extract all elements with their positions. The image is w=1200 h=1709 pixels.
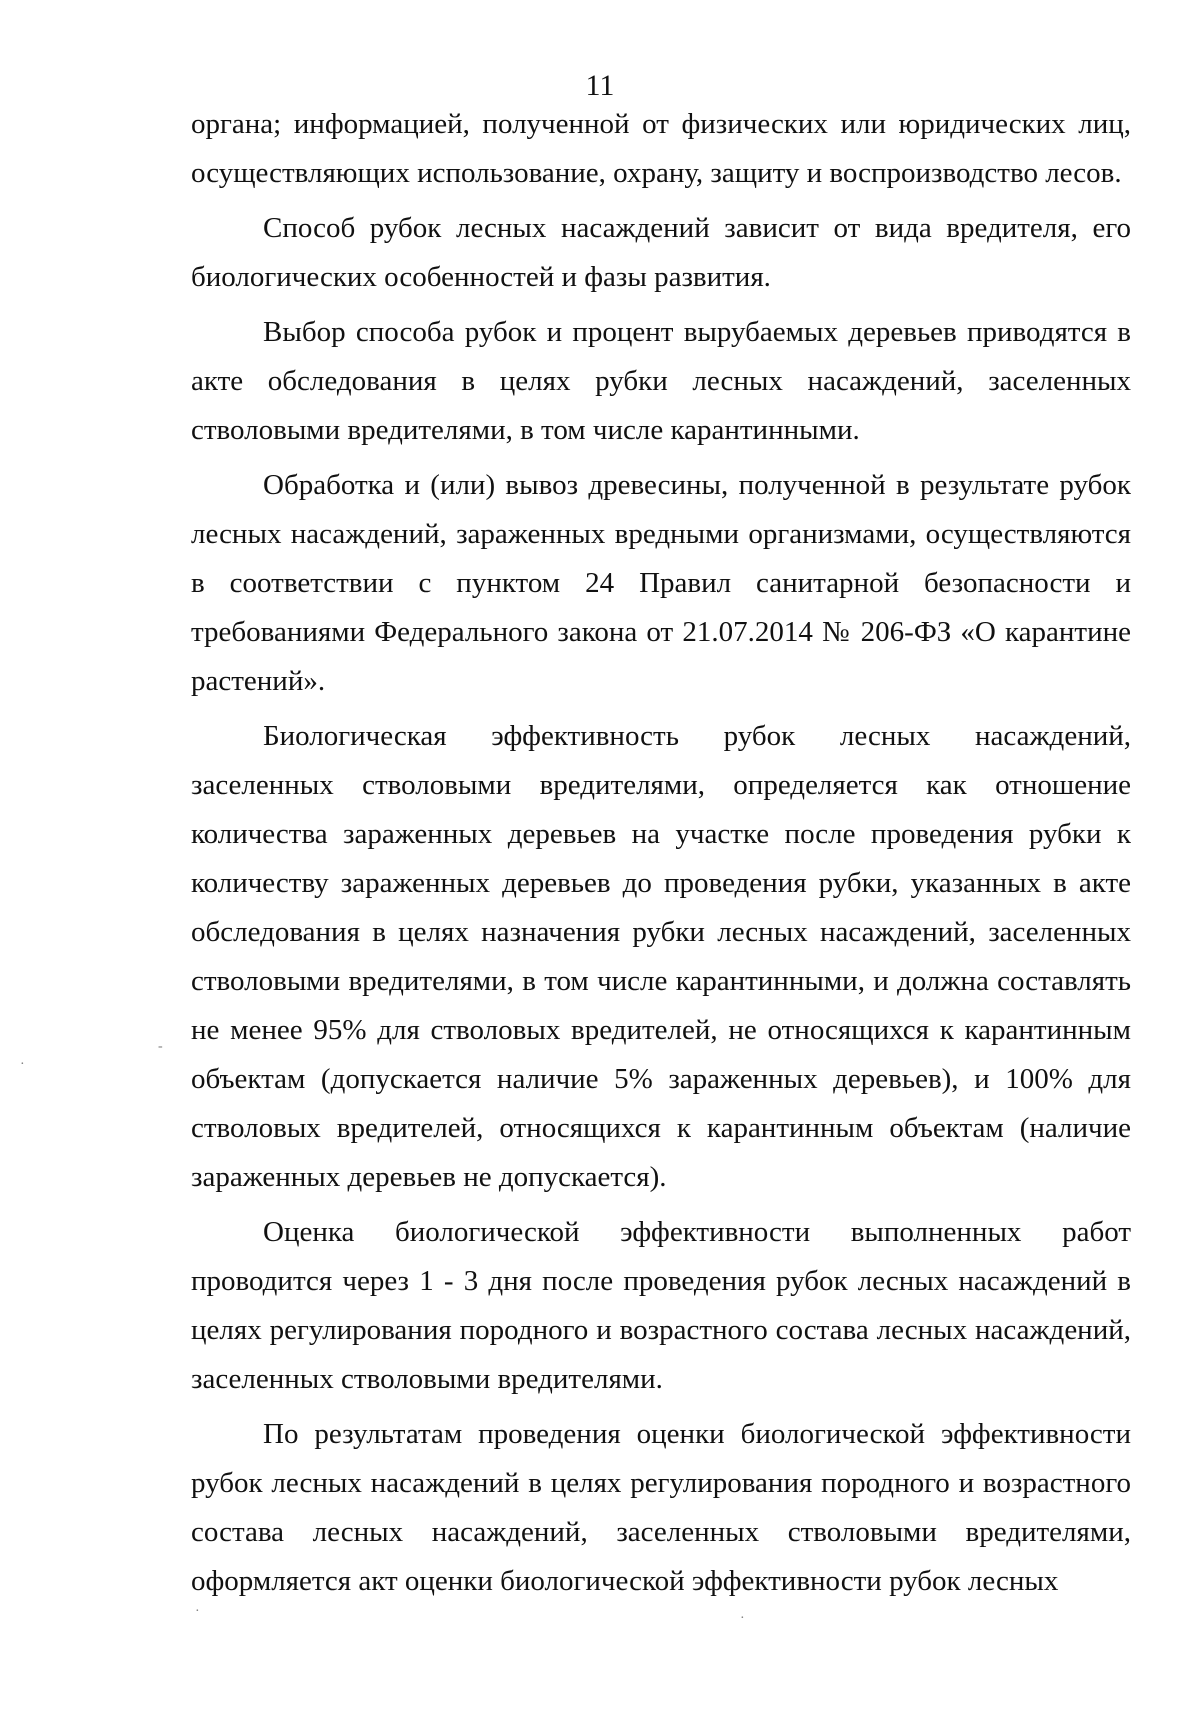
paragraph-biological-efficiency: Биологическая эффективность рубок лесных насаждений, заселенных стволовыми вредителями, определяется как отношение количества зараженных деревьев на участке после проведения рубки к количеству зараженных деревьев до проведения рубки, указанных в акте обследования в целях назначения рубки лесных насаждений, заселенных стволовыми вредителями, в том числе карантинными, и должна составлять не менее 95% для стволовых вредителей, не относящихся к карантинным объектам (допускается наличие 5% зараженных деревьев), и 100% для стволовых вредителей, относящихся к карантинным объектам (наличие зараженных деревьев не допускается). <box>191 720 1131 1193</box>
scan-speck: - <box>158 1039 163 1054</box>
scan-speck: · <box>195 1604 200 1619</box>
paragraph-cutting-method: Способ рубок лесных насаждений зависит от вида вредителя, его биологических особенностей и фазы развития. <box>191 212 1131 293</box>
paragraph-assessment-results: По результатам проведения оценки биологической эффективности рубок лесных насаждений в целях регулирования породного и возрастного состава лесных насаждений, заселенных стволовыми вредителями, оформляется акт оценки биологической эффективности рубок лесных <box>191 1418 1131 1597</box>
paragraph-wood-processing: Обработка и (или) вывоз древесины, полученной в результате рубок лесных насаждений, зараженных вредными организмами, осуществляются в соответствии с пунктом 24 Правил санитарной безопасности и требованиями Федерального закона от 21.07.2014 № 206-ФЗ «О карантине растений». <box>191 469 1131 697</box>
paragraph-efficiency-assessment: Оценка биологической эффективности выполненных работ проводится через 1 - 3 дня после проведения рубок лесных насаждений в целях регулирования породного и возрастного состава лесных насаждений, заселенных стволовыми вредителями. <box>191 1216 1131 1395</box>
page-number: 11 <box>585 69 615 102</box>
paragraph-method-selection: Выбор способа рубок и процент вырубаемых деревьев приводятся в акте обследования в целях рубки лесных насаждений, заселенных стволовыми вредителями, в том числе карантинными. <box>191 316 1131 446</box>
scan-speck: · <box>740 1611 745 1626</box>
page-body <box>191 100 1131 1606</box>
paragraph-continuation: органа; информацией, полученной от физических или юридических лиц, осуществляющих использование, охрану, защиту и воспроизводство лесов. <box>191 108 1131 189</box>
scan-speck: · <box>20 1057 25 1072</box>
